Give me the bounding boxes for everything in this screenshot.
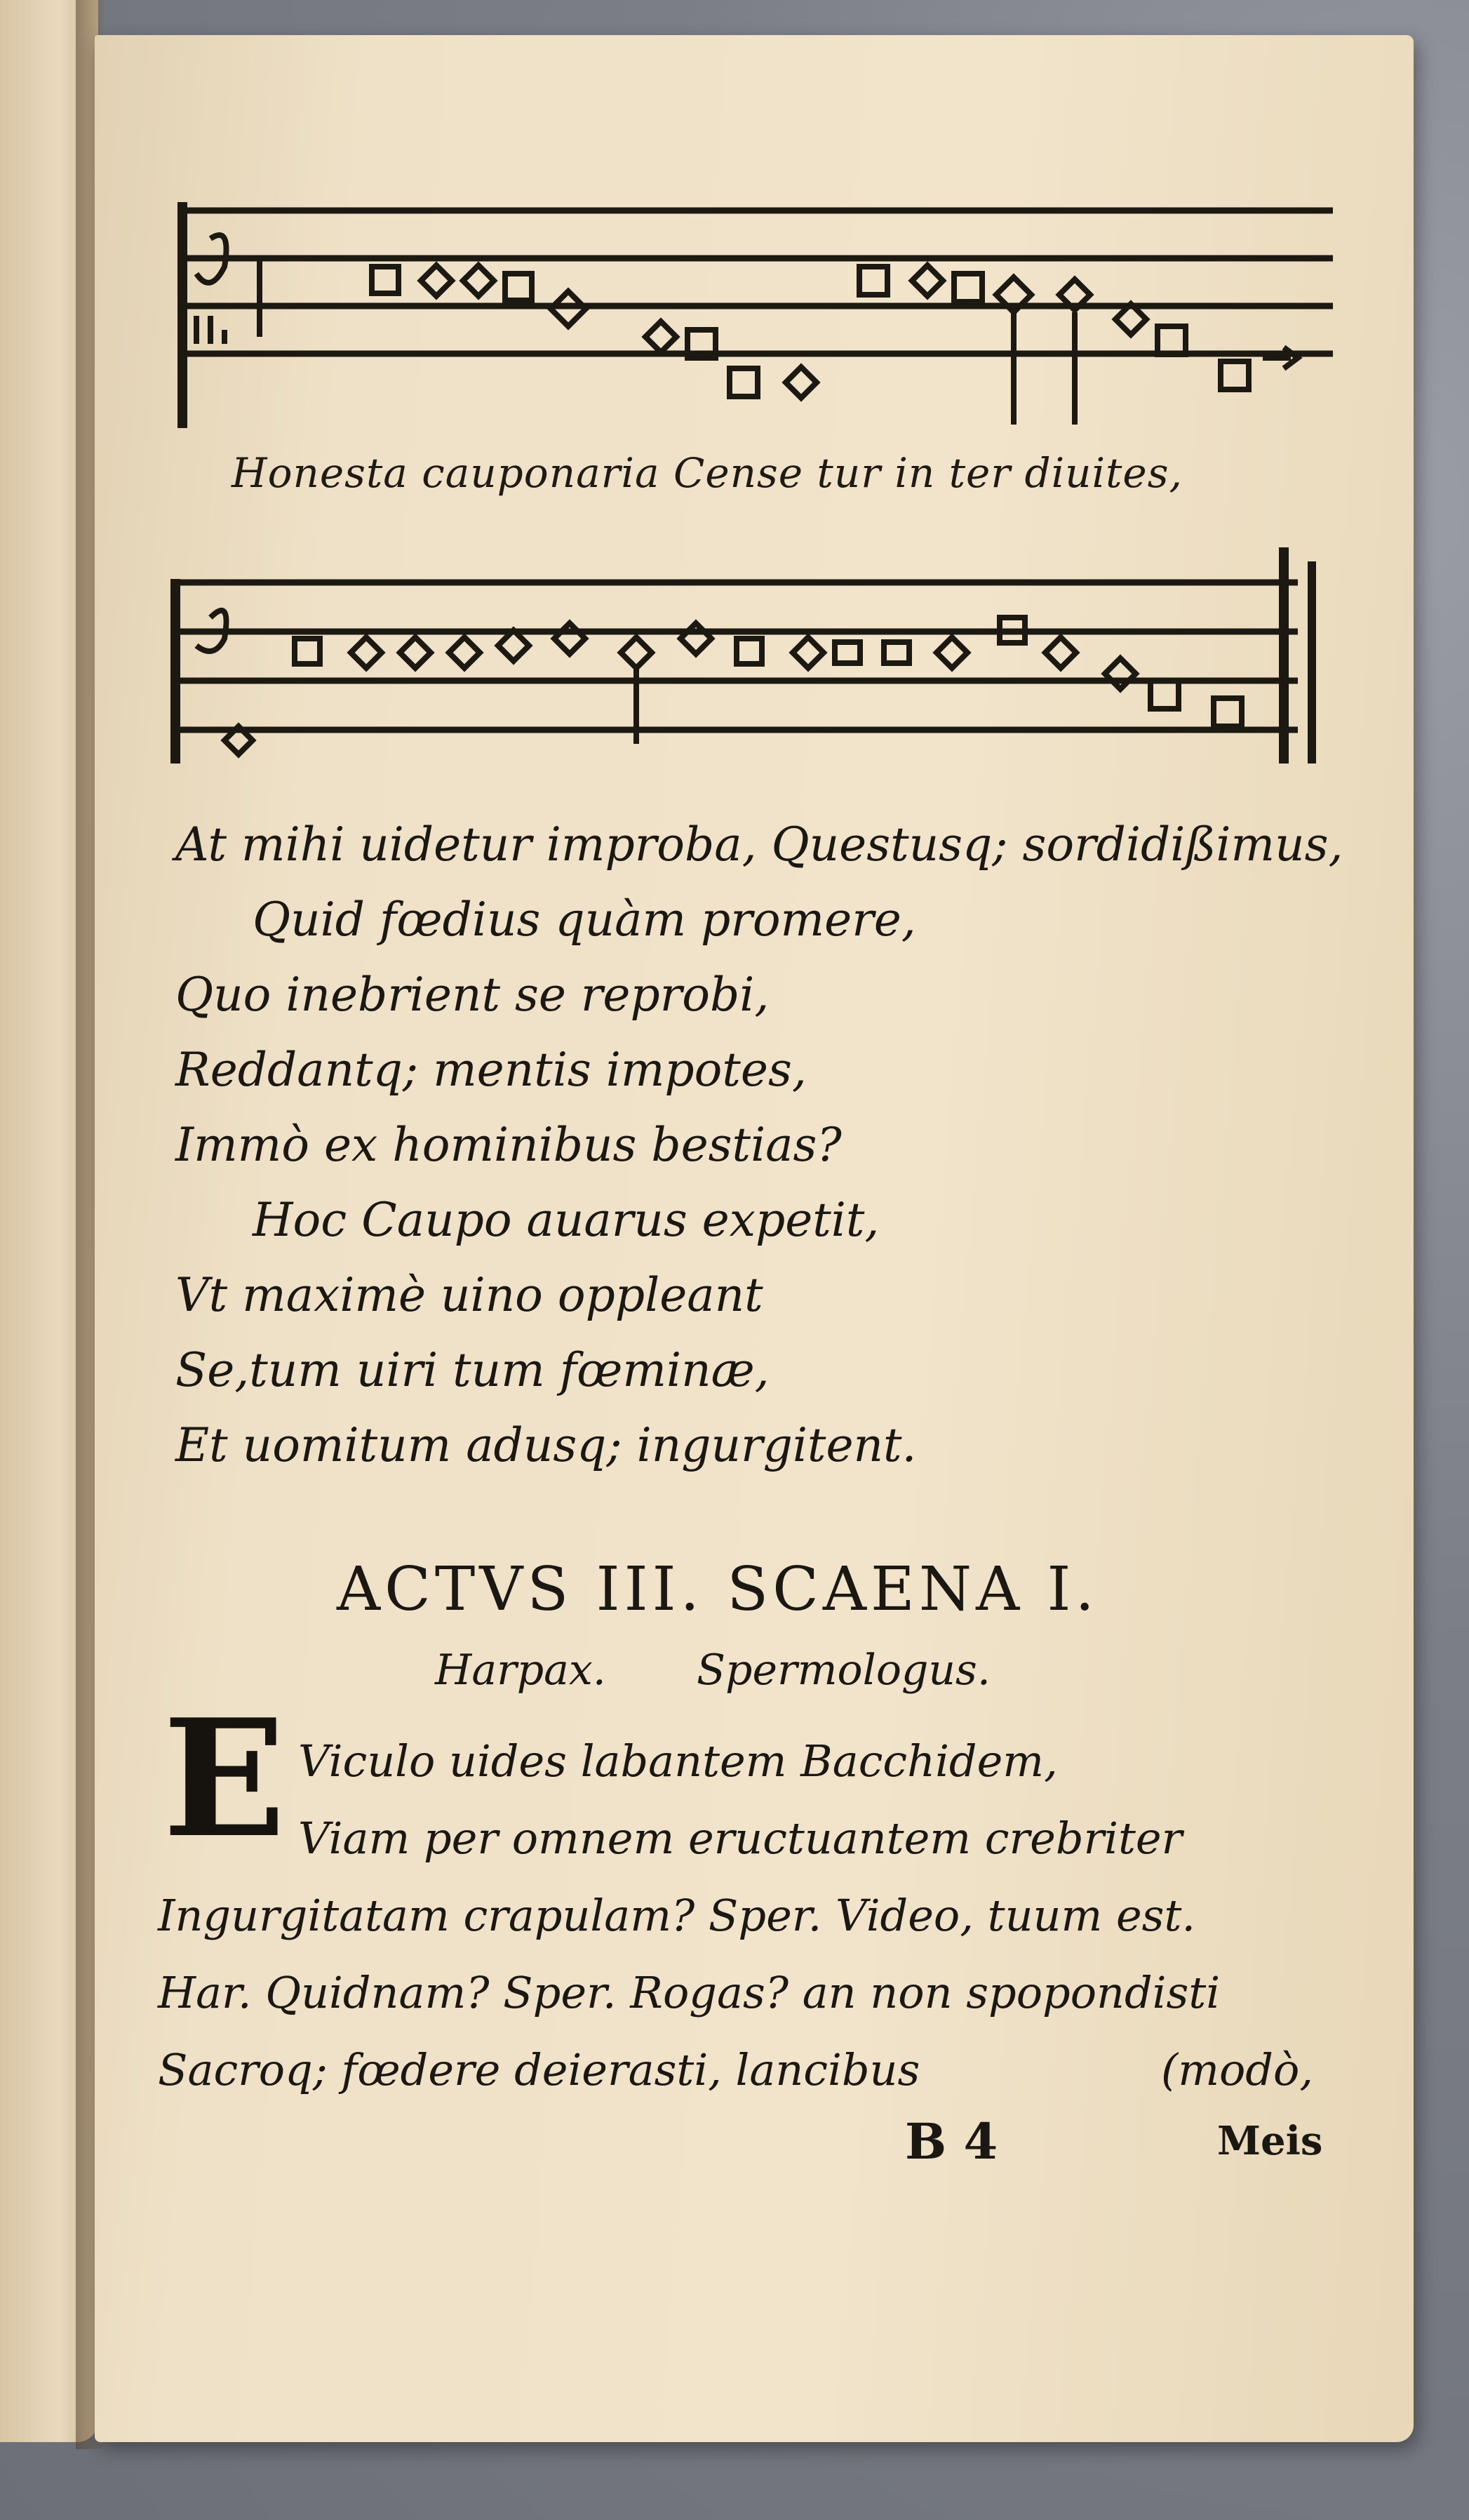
music-staff-2-drawing	[161, 540, 1347, 779]
music-staff-2	[161, 540, 1347, 779]
dialogue-line: Ingurgitatam crapulam? Sper. Video, tuum est.	[158, 1890, 1196, 1941]
signature-mark: B 4	[905, 2112, 998, 2171]
verse-line: At mihi uidetur improba, Questusq; sordidißimus,	[175, 818, 1343, 872]
verse-line: Et uomitum adusq; ingurgitent.	[175, 1418, 917, 1472]
verse-line: Immò ex hominibus bestias?	[175, 1118, 842, 1172]
dialogue-line-text: Sacroq; fœdere deierasti, lancibus	[158, 2044, 920, 2095]
verse-line: Se,tum uiri tum fœminæ,	[175, 1343, 770, 1397]
dialogue-block	[158, 1723, 1314, 2109]
act-heading: ACTVS III. SCAENA I.	[337, 1554, 1099, 1625]
verse-block	[175, 807, 1343, 1483]
dialogue-line-continuation: (modò,	[1161, 2044, 1314, 2095]
verse-line: Reddantq; mentis impotes,	[175, 1043, 807, 1097]
verse-line: Vt maximè uino oppleant	[175, 1268, 763, 1322]
dialogue-line	[158, 2032, 1314, 2109]
catchword: Meis	[1217, 2118, 1323, 2164]
speaker-spermologus: Spermologus.	[696, 1646, 991, 1695]
verse-line: Hoc Caupo auarus expetit,	[253, 1193, 880, 1247]
dialogue-line: Viam per omnem eructuantem crebriter	[298, 1813, 1183, 1864]
verse-line: Quo inebrient se reprobi,	[175, 968, 770, 1022]
verse-line: Quid fœdius quàm promere,	[253, 893, 916, 947]
music-staff-1-drawing	[168, 196, 1347, 435]
music-lyric-line: Honesta cauponaria Cense tur in ter diuites,	[232, 449, 1183, 497]
dialogue-line: Viculo uides labantem Bacchidem,	[298, 1735, 1058, 1787]
speaker-harpax: Harpax.	[435, 1646, 606, 1695]
dialogue-line: Har. Quidnam? Sper. Rogas? an non spopondisti	[158, 1967, 1221, 2018]
speaker-names	[435, 1646, 991, 1695]
music-staff-1	[168, 196, 1347, 435]
drop-cap: E	[163, 1684, 286, 1874]
